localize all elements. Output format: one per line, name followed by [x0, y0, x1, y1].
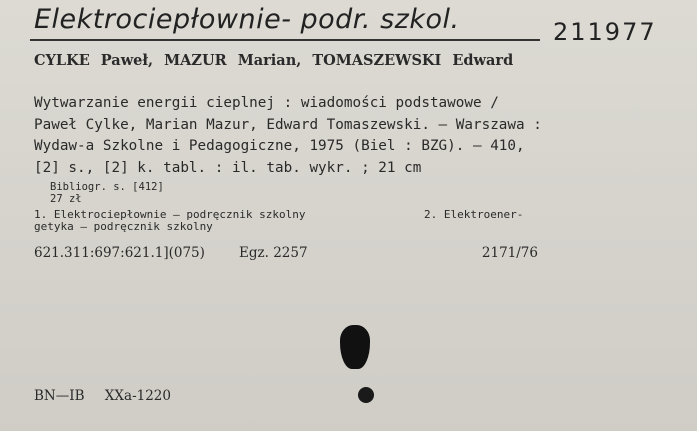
bibliography-note: Bibliogr. s. [412]: [50, 181, 164, 193]
library-code: BN—IB: [34, 388, 85, 404]
ink-blot: [340, 325, 370, 369]
classification-line: [34, 245, 544, 261]
copies-count: Egz. 2257: [239, 245, 308, 261]
classification-code: 621.311:697:621.1](075): [34, 245, 205, 261]
subject-heading-2-start: 2. Elektroener-: [424, 208, 524, 221]
notes-block: [50, 181, 164, 205]
subject-heading-1: 1. Elektrociepłownie — podręcznik szkolny: [34, 208, 306, 221]
price-note: 27 zł: [50, 193, 82, 205]
heading-underline: [30, 39, 540, 41]
footer-line: [34, 388, 171, 404]
card-number: 2171/76: [481, 245, 538, 261]
authors-line: CYLKE Paweł, MAZUR Marian, TOMASZEWSKI Edward: [34, 52, 514, 69]
shelf-mark: XXa-1220: [104, 388, 171, 404]
card-punch-hole: [358, 387, 374, 403]
accession-number: 211977: [553, 18, 657, 46]
handwritten-heading: Elektrociepłownie- podr. szkol.: [34, 4, 460, 35]
subject-heading-2-rest: getyka — podręcznik szkolny: [34, 220, 213, 233]
subject-headings: [34, 209, 549, 233]
bibliographic-description: Wytwarzanie energii cieplnej : wiadomości podstawowe / Paweł Cylke, Marian Mazur, Edward Tomaszewski. – Warszawa : Wydaw-a Szkolne i Pedagogiczne, 1975 (Biel : BZG). – 410, [2] s., [2] k. tabl. : il. tab. wykr. ; 21 cm: [34, 95, 542, 176]
